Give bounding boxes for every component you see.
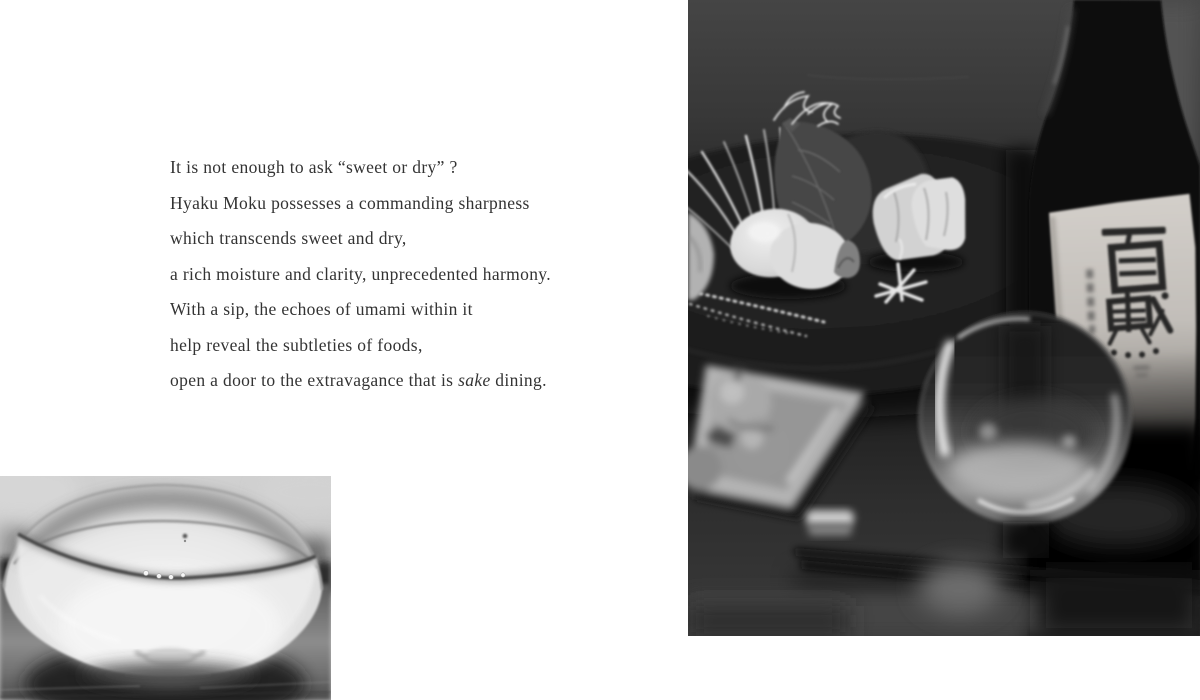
main-photo-illustration: [688, 0, 1200, 636]
intro-line-2: Hyaku Moku possesses a commanding sharpness: [170, 192, 530, 213]
intro-line-1: It is not enough to ask “sweet or dry” ?: [170, 157, 458, 177]
intro-line-7-before: open a door to the extravagance that is: [170, 370, 459, 390]
main-photo: [688, 0, 1200, 636]
intro-line-6: help reveal the subtleties of foods,: [170, 334, 423, 355]
intro-line-4: a rich moisture and clarity, unprecedented harmony.: [170, 263, 551, 284]
intro-text-block: [170, 150, 551, 399]
chopstick-rest: [806, 510, 854, 526]
cup-photo: [0, 476, 331, 700]
intro-line-7: [170, 363, 551, 399]
cup-photo-illustration: [0, 476, 331, 700]
intro-line-7-italic-sake: sake: [458, 370, 491, 390]
intro-line-3: which transcends sweet and dry,: [170, 228, 407, 248]
intro-line-5: With a sip, the echoes of umami within it: [170, 299, 473, 319]
glass-liquid: [948, 442, 1088, 498]
intro-line-7-after: dining.: [490, 370, 547, 390]
